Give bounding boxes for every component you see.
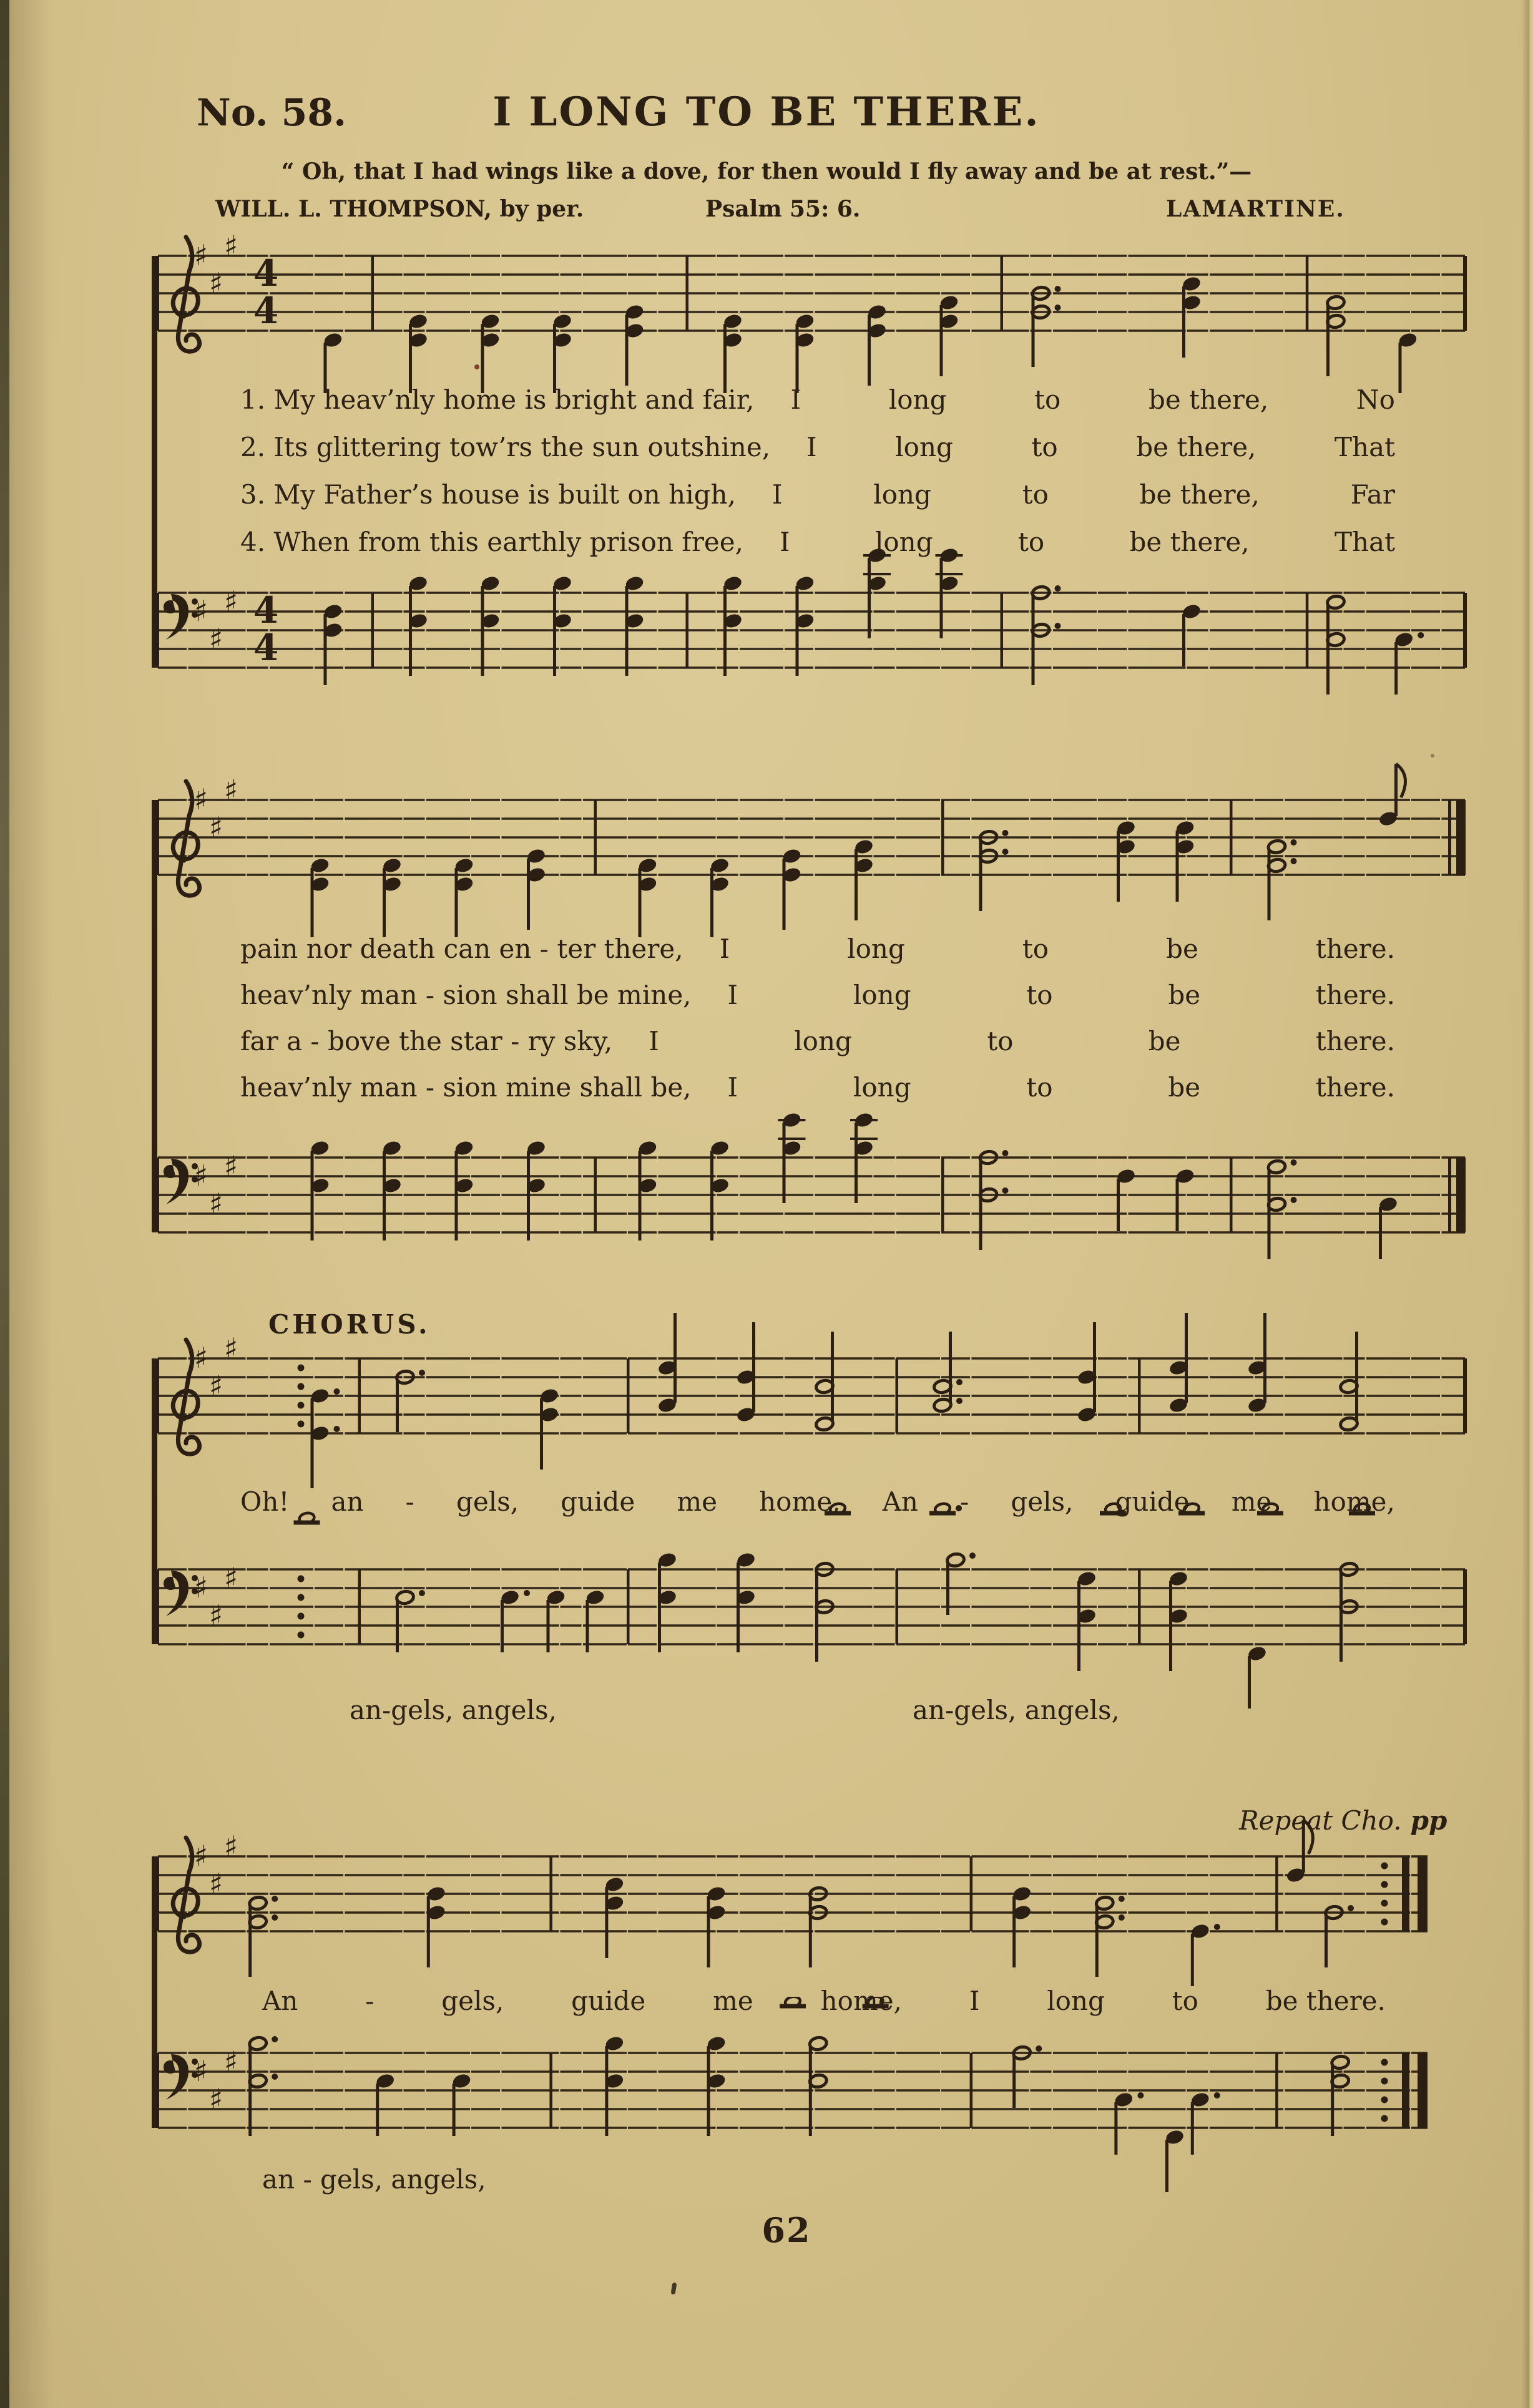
- svg-text:♯: ♯: [193, 1159, 208, 1192]
- lyric-word: be: [1168, 980, 1201, 1010]
- verse-text: pain nor death can en - ter there,: [240, 933, 683, 964]
- verse-refrain: [736, 479, 1395, 510]
- verse-refrain: [692, 1072, 1395, 1103]
- final-treble-staff: [156, 1806, 1429, 2002]
- lyric-word: guide: [571, 1986, 646, 2016]
- verse2-line-2: [240, 980, 1395, 1010]
- chorus-echo-left: an-gels, angels,: [350, 1695, 557, 1725]
- svg-text:4: 4: [253, 290, 279, 332]
- lyric-word: there.: [1315, 933, 1395, 964]
- final-lyric-line: [262, 1986, 1386, 2016]
- lyric-word: me: [677, 1486, 718, 1517]
- verse-refrain: [692, 980, 1395, 1010]
- lyric-word: home,: [759, 1486, 841, 1517]
- lyric-word: to: [1172, 1986, 1198, 2016]
- scripture-reference: Psalm 55: 6.: [705, 196, 861, 222]
- svg-text:♯: ♯: [223, 1830, 238, 1863]
- system-2-bass-staff: [156, 1108, 1467, 1297]
- verse-text: 2. Its glittering tow’rs the sun outshine,: [240, 432, 771, 462]
- svg-text:♯: ♯: [208, 1369, 223, 1403]
- svg-text:♯: ♯: [208, 622, 223, 656]
- lyric-word: No: [1356, 384, 1395, 415]
- lyric-word: I: [779, 527, 790, 557]
- lyric-word: -: [365, 1986, 375, 2016]
- lyric-word: I: [806, 432, 817, 462]
- lyric-word: gels,: [441, 1986, 504, 2016]
- svg-text:♯: ♯: [193, 1839, 208, 1873]
- verse-text: heav’nly man - sion mine shall be,: [240, 1072, 692, 1103]
- lyric-word: home,: [1313, 1486, 1395, 1517]
- lyric-word: to: [987, 1026, 1014, 1056]
- system-1-bass-staff: [156, 543, 1467, 733]
- repeat-chorus-marking: [1239, 1805, 1447, 1836]
- lyric-word: I: [790, 384, 801, 415]
- svg-text:♯: ♯: [223, 2045, 238, 2079]
- lyric-word: guide: [1115, 1486, 1190, 1517]
- system-2-treble-staff: [156, 750, 1467, 940]
- chorus-bass-staff: [156, 1498, 1467, 1718]
- lyric-word: I: [727, 1072, 738, 1103]
- lyric-word: Oh!: [240, 1486, 290, 1517]
- svg-text:4: 4: [253, 252, 279, 295]
- lyric-word: be: [1168, 1072, 1201, 1103]
- svg-text:♯: ♯: [193, 1571, 208, 1604]
- svg-text:♯: ♯: [208, 1187, 223, 1221]
- lyric-word: be there,: [1139, 479, 1260, 510]
- verse-text: 3. My Father’s house is built on high,: [240, 479, 736, 510]
- verse-refrain: [770, 432, 1395, 462]
- svg-text:♯: ♯: [208, 266, 223, 300]
- svg-text:♯: ♯: [208, 1599, 223, 1632]
- lyric-word: That: [1335, 527, 1395, 557]
- lyric-word: be: [1148, 1026, 1181, 1056]
- verse-line-1: [240, 384, 1395, 415]
- lyric-word: to: [1022, 479, 1049, 510]
- lyric-word: there.: [1315, 980, 1395, 1010]
- page-edge: [1522, 0, 1533, 2408]
- chorus-echo-right: an-gels, angels,: [913, 1695, 1120, 1725]
- lyric-word: be there,: [1129, 527, 1250, 557]
- lyric-word: guide: [561, 1486, 635, 1517]
- verse2-line-1: [240, 933, 1395, 964]
- lyric-word: -: [960, 1486, 969, 1517]
- lyric-word: an: [331, 1486, 364, 1517]
- author-credit: LAMARTINE.: [1166, 196, 1345, 222]
- lyric-word: long: [873, 479, 931, 510]
- svg-text:♯: ♯: [223, 1149, 238, 1183]
- lyric-word: long: [874, 527, 933, 557]
- binding-shadow: [9, 0, 53, 2408]
- lyric-word: there.: [1315, 1072, 1395, 1103]
- lyric-word: home,: [820, 1986, 902, 2016]
- lyric-word: be there,: [1149, 384, 1269, 415]
- svg-text:♯: ♯: [223, 585, 238, 618]
- repeat-text: Repeat Cho.: [1239, 1805, 1402, 1836]
- verse-text: far a - bove the star - ry sky,: [240, 1026, 613, 1056]
- svg-text:♯: ♯: [193, 238, 208, 272]
- lyric-word: me: [1231, 1486, 1272, 1517]
- svg-text:4: 4: [253, 626, 279, 669]
- lyric-word: Far: [1350, 479, 1395, 510]
- verse-text: heav’nly man - sion shall be mine,: [240, 980, 692, 1010]
- svg-text:♯: ♯: [193, 594, 208, 628]
- lyric-word: to: [1034, 384, 1061, 415]
- verse-line-2: [240, 432, 1395, 462]
- final-echo: an - gels, angels,: [262, 2164, 486, 2195]
- lyric-word: gels,: [456, 1486, 519, 1517]
- lyric-word: to: [1026, 1072, 1053, 1103]
- lyric-word: to: [1026, 980, 1053, 1010]
- lyric-word: long: [853, 980, 911, 1010]
- lyric-word: long: [895, 432, 953, 462]
- lyric-word: long: [1047, 1986, 1105, 2016]
- lyric-word: to: [1022, 933, 1049, 964]
- verse-line-3: [240, 479, 1395, 510]
- lyric-word: I: [649, 1026, 659, 1056]
- verse-refrain: [683, 933, 1395, 964]
- svg-text:♯: ♯: [223, 229, 238, 263]
- page-title: I LONG TO BE THERE.: [492, 89, 1041, 135]
- lyric-word: to: [1017, 527, 1045, 557]
- verse-refrain: [743, 527, 1395, 557]
- svg-text:♯: ♯: [223, 1561, 238, 1595]
- verse-refrain: [755, 384, 1395, 415]
- chorus-label: CHORUS.: [268, 1309, 431, 1340]
- scripture-quote: “ Oh, that I had wings like a dove, for then would I fly away and be at rest.”—: [281, 158, 1252, 185]
- lyric-word: to: [1031, 432, 1058, 462]
- verse2-line-4: [240, 1072, 1395, 1103]
- verse-line-4: [240, 527, 1395, 557]
- lyric-word: be: [1166, 933, 1198, 964]
- svg-text:♯: ♯: [223, 1332, 238, 1365]
- chorus-lyric-line: [240, 1486, 1395, 1517]
- lyric-word: -: [405, 1486, 414, 1517]
- ink-speck: [671, 2283, 677, 2295]
- lyric-word: I: [727, 980, 738, 1010]
- ink-speck: [474, 364, 479, 369]
- composer-credit: WILL. L. THOMPSON, by per.: [215, 196, 584, 222]
- verse-text: 4. When from this earthly prison free,: [240, 527, 743, 557]
- lyric-word: gels,: [1011, 1486, 1074, 1517]
- lyric-word: be there,: [1136, 432, 1256, 462]
- svg-text:4: 4: [253, 589, 279, 631]
- lyric-word: long: [794, 1026, 852, 1056]
- lyric-word: I: [969, 1986, 980, 2016]
- svg-text:♯: ♯: [208, 1867, 223, 1901]
- lyric-word: long: [853, 1072, 911, 1103]
- lyric-word: I: [719, 933, 730, 964]
- svg-text:♯: ♯: [208, 2082, 223, 2116]
- hymn-number: No. 58.: [197, 91, 346, 135]
- lyric-word: An: [262, 1986, 298, 2016]
- lyric-word: me: [713, 1986, 753, 2016]
- binding-edge: [0, 0, 9, 2408]
- page-number: 62: [762, 2210, 811, 2250]
- verse-refrain: [612, 1026, 1395, 1056]
- lyric-word: That: [1335, 432, 1395, 462]
- lyric-word: long: [847, 933, 905, 964]
- ink-speck: [1431, 754, 1434, 758]
- lyric-word: long: [888, 384, 947, 415]
- system-1-treble-staff: [156, 206, 1467, 396]
- verse2-line-3: [240, 1026, 1395, 1056]
- svg-text:♯: ♯: [208, 811, 223, 844]
- lyric-word: I: [771, 479, 783, 510]
- svg-text:♯: ♯: [193, 1341, 208, 1375]
- dynamic-pp: pp: [1410, 1805, 1447, 1836]
- svg-text:♯: ♯: [193, 782, 208, 816]
- svg-text:♯: ♯: [193, 2054, 208, 2088]
- verse-text: 1. My heav’nly home is bright and fair,: [240, 384, 755, 415]
- lyric-word: An: [882, 1486, 918, 1517]
- lyric-word: be there.: [1265, 1986, 1386, 2016]
- svg-text:♯: ♯: [223, 773, 238, 807]
- lyric-word: there.: [1315, 1026, 1395, 1056]
